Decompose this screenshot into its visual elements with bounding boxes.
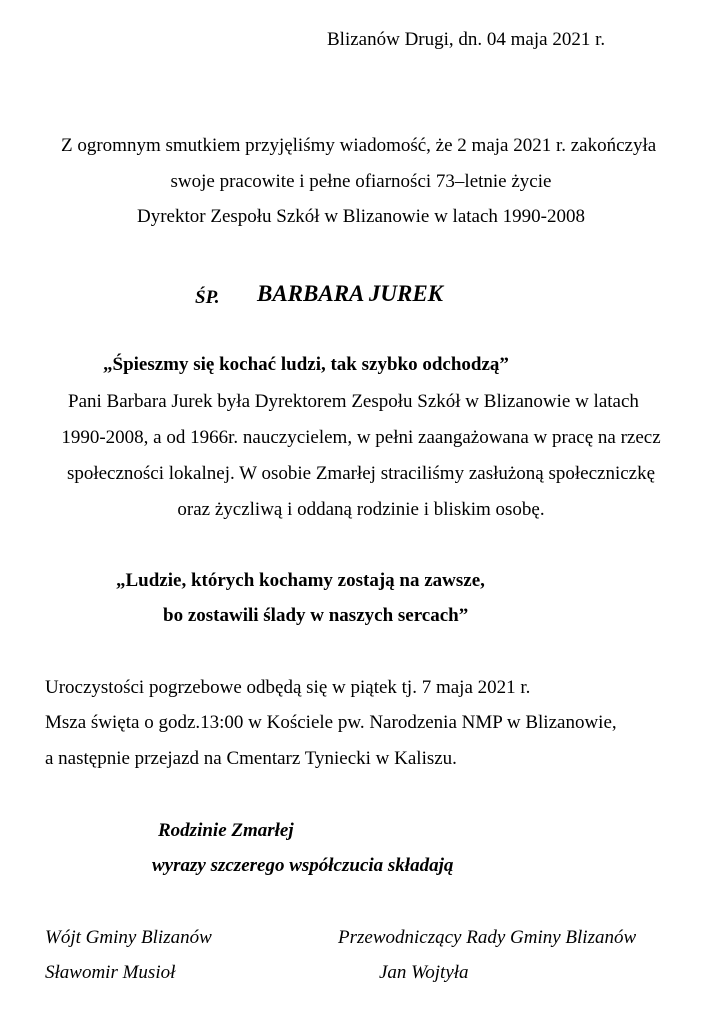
- bio-line-1: Pani Barbara Jurek była Dyrektorem Zespołu Szkół w Blizanowie w latach: [68, 391, 639, 412]
- funeral-line-2: Msza święta o godz.13:00 w Kościele pw. Narodzenia NMP w Blizanowie,: [45, 712, 617, 733]
- title-prefix: ŚP.: [195, 287, 220, 308]
- place-date: Blizanów Drugi, dn. 04 maja 2021 r.: [327, 29, 606, 50]
- signature-right-name: Jan Wojtyła: [379, 962, 469, 983]
- quote-2-line-1: „Ludzie, których kochamy zostają na zawsze,: [116, 570, 485, 591]
- condolences-line-2: wyrazy szczerego współczucia składają: [152, 855, 454, 876]
- bio-line-3: społeczności lokalnej. W osobie Zmarłej straciliśmy zasłużoną społeczniczkę: [66, 463, 656, 484]
- signature-left-title: Wójt Gminy Blizanów: [45, 927, 212, 948]
- bio-line-4: oraz życzliwą i oddaną rodzinie i bliskim osobę.: [177, 499, 545, 520]
- intro-line-2: swoje pracowite i pełne ofiarności 73–letnie życie: [170, 171, 552, 192]
- quote-1: „Śpieszmy się kochać ludzi, tak szybko odchodzą”: [103, 354, 509, 375]
- funeral-line-3: a następnie przejazd na Cmentarz Tyniecki w Kaliszu.: [45, 748, 457, 769]
- intro-line-3: Dyrektor Zespołu Szkół w Blizanowie w latach 1990-2008: [137, 206, 585, 227]
- signature-right-title: Przewodniczący Rady Gminy Blizanów: [338, 927, 637, 948]
- funeral-line-1: Uroczystości pogrzebowe odbędą się w piątek tj. 7 maja 2021 r.: [45, 677, 531, 698]
- condolences-line-1: Rodzinie Zmarłej: [158, 820, 294, 841]
- bio-line-2: 1990-2008, a od 1966r. nauczycielem, w pełni zaangażowana w pracę na rzecz: [61, 427, 661, 448]
- signature-left-name: Sławomir Musioł: [45, 962, 176, 983]
- quote-2-line-2: bo zostawili ślady w naszych sercach”: [163, 605, 469, 626]
- deceased-name: BARBARA JUREK: [257, 281, 443, 306]
- intro-line-1: Z ogromnym smutkiem przyjęliśmy wiadomość, że 2 maja 2021 r. zakończyła: [61, 135, 657, 156]
